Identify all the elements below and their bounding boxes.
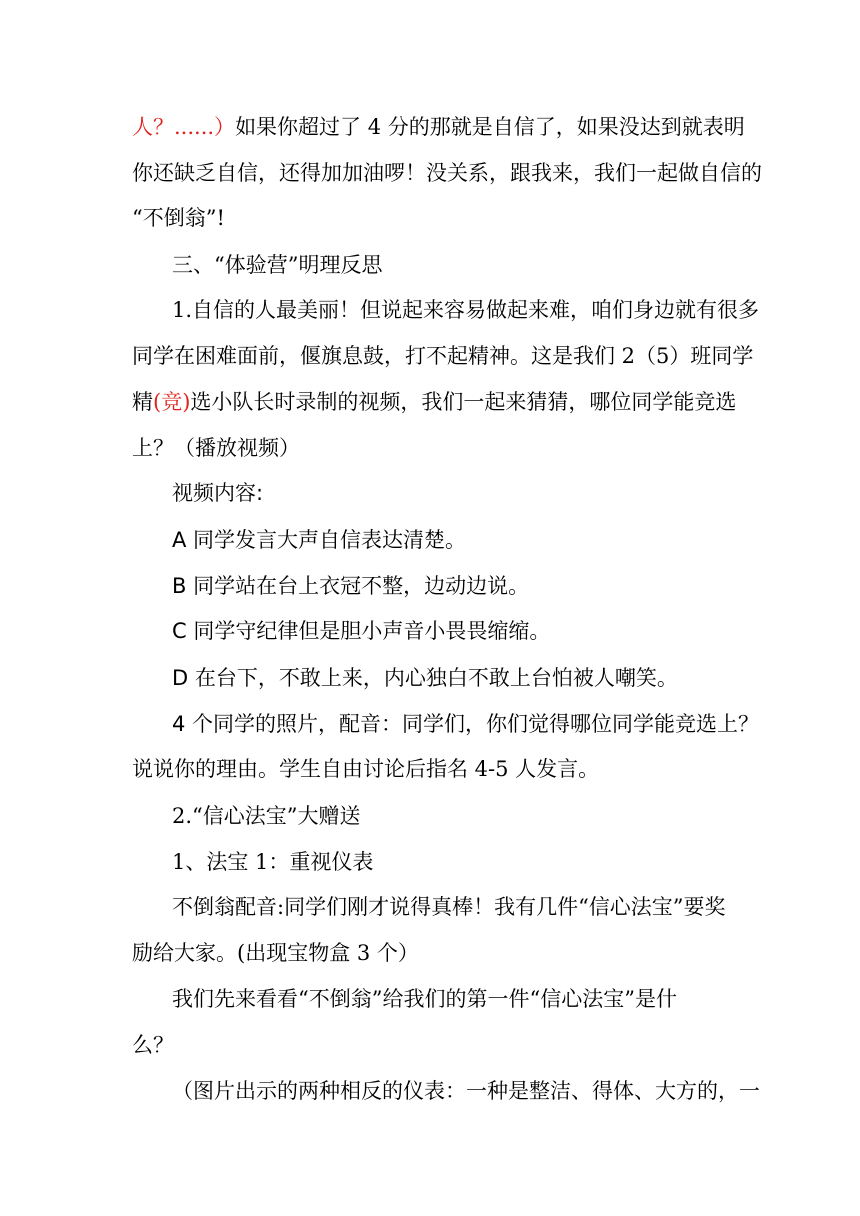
paragraph-line: 1.自信的人最美丽！但说起来容易做起来难，咱们身边就有很多 <box>172 298 760 322</box>
text-run: 精 <box>132 390 153 414</box>
paragraph-line: “不倒翁”! <box>132 206 225 230</box>
video-item-d: D 在台下，不敢上来，内心独白不敢上台怕被人嘲笑。 <box>172 666 678 690</box>
section-heading: 2.“信心法宝”大赠送 <box>172 804 361 828</box>
video-item-c: C 同学守纪律但是胆小声音小畏畏缩缩。 <box>172 619 551 643</box>
text-run: 如果你超过了 4 分的那就是自信了，如果没达到就表明 <box>235 115 745 139</box>
section-heading: 三、“体验营”明理反思 <box>172 253 383 277</box>
paragraph-line <box>132 390 736 414</box>
highlighted-text: 人？......） <box>132 115 236 139</box>
video-item-a: A 同学发言大声自信表达清楚。 <box>172 528 467 552</box>
paragraph-line: 4 个同学的照片，配音：同学们，你们觉得哪位同学能竞选上？ <box>172 712 760 736</box>
text-run: 选小队长时录制的视频，我们一起来猜猜，哪位同学能竞选 <box>190 390 737 414</box>
paragraph-line: 同学在困难面前，偃旗息鼓，打不起精神。这是我们 2（5）班同学 <box>132 344 754 368</box>
paragraph-line: 励给大家。(出现宝物盒 3 个） <box>132 941 419 965</box>
paragraph-line: 我们先来看看“不倒翁”给我们的第一件“信心法宝”是什 <box>172 987 677 1011</box>
paragraph-line <box>132 115 745 139</box>
paragraph-line: （图片出示的两种相反的仪表：一种是整洁、得体、大方的，一 <box>172 1079 760 1103</box>
section-heading: 1、法宝 1：重视仪表 <box>172 850 374 874</box>
paragraph-line: 么？ <box>132 1033 174 1057</box>
video-item-b: B 同学站在台上衣冠不整，边动边说。 <box>172 574 530 598</box>
highlighted-text: (竞) <box>153 390 191 414</box>
paragraph-line: 你还缺乏自信，还得加加油啰！没关系，跟我来，我们一起做自信的 <box>132 161 762 185</box>
video-content-title: 视频内容: <box>172 481 264 505</box>
paragraph-line: 不倒翁配音:同学们刚才说得真棒！我有几件“信心法宝”要奖 <box>172 895 726 919</box>
paragraph-line: 说说你的理由。学生自由讨论后指名 4-5 人发言。 <box>132 757 600 781</box>
paragraph-line: 上？（播放视频） <box>132 436 300 460</box>
